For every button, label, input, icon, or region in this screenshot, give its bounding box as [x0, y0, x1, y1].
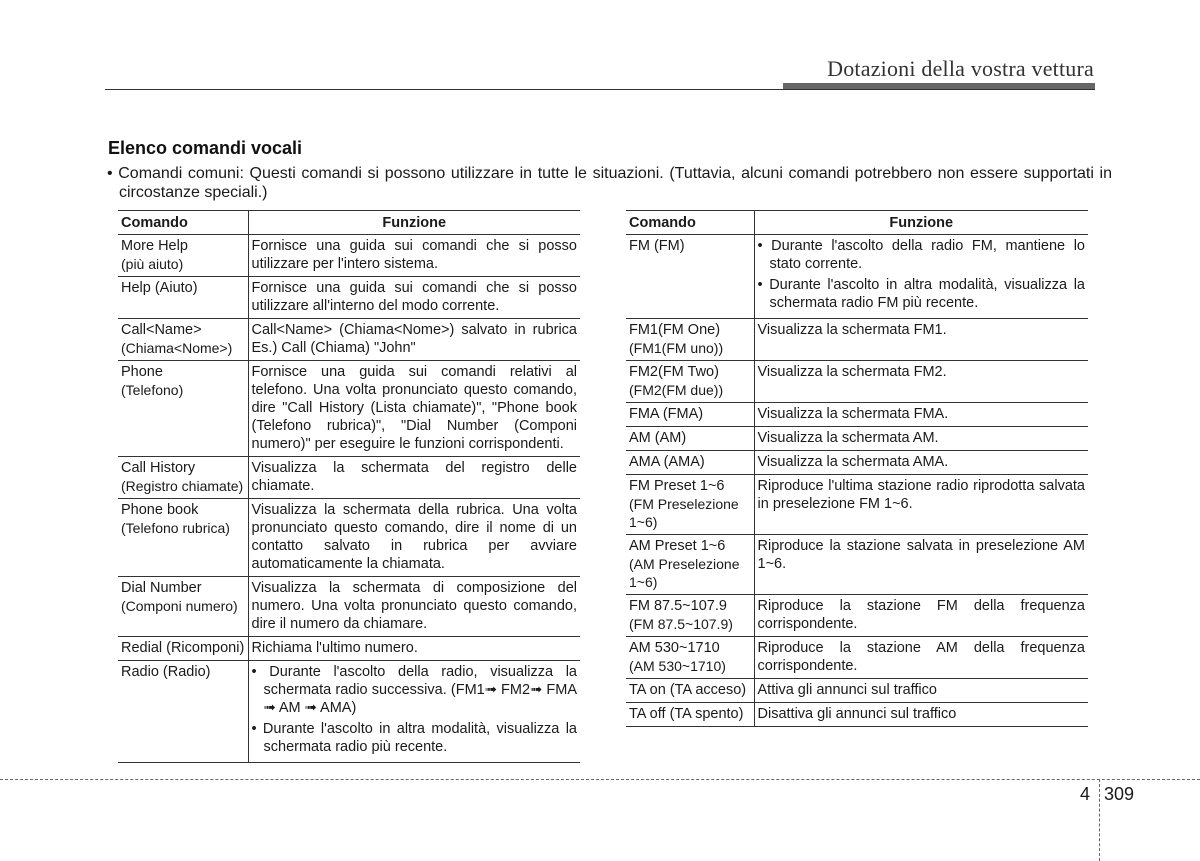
command-text: (FM 87.5~107.9) [629, 616, 733, 632]
command-cell [626, 403, 754, 427]
command-cell [626, 535, 754, 595]
table-row [626, 235, 1088, 319]
intro-paragraph: • Comandi comuni: Questi comandi si possono utilizzare in tutte le situazioni. (Tuttavia, alcuni comandi potrebbero non essere supportati in circostanze speciali.) [107, 165, 1112, 201]
function-cell [248, 235, 580, 277]
table-row [118, 637, 580, 661]
table-row [118, 661, 580, 763]
table-row [626, 403, 1088, 427]
command-text: 1~6) [629, 574, 658, 590]
page-number: 309 [1104, 784, 1135, 804]
command-text: (Componi numero) [121, 598, 238, 614]
command-text: AM (AM) [629, 430, 687, 446]
function-text: Call<Name> (Chiama<Nome>) salvato in rubrica Es.) Call (Chiama) "John" [251, 322, 577, 356]
command-cell [626, 595, 754, 637]
command-text: (Telefono rubrica) [121, 520, 230, 536]
table-row [626, 703, 1088, 727]
command-text: Phone book [121, 502, 199, 518]
command-text: TA off (TA spento) [629, 706, 744, 722]
function-text: Visualizza la schermata del registro delle chiamate. [251, 460, 577, 494]
command-cell [626, 427, 754, 451]
column-header-function: Funzione [754, 211, 1088, 235]
command-text: Redial (Ricomponi) [121, 640, 245, 656]
function-text: Visualizza la schermata AM. [757, 430, 939, 446]
command-cell [626, 451, 754, 475]
command-text: Call<Name> [121, 322, 202, 338]
function-cell [248, 637, 580, 661]
function-bullet: • Durante l'ascolto della radio, visualizza la schermata radio successiva. (FM1➟ FM2➟ FMA ➟ AM ➟ AMA) [251, 664, 577, 716]
function-text: Visualizza la schermata AMA. [757, 454, 949, 470]
function-cell [248, 319, 580, 361]
function-text: Riproduce la stazione AM della frequenza corrispondente. [757, 640, 1085, 674]
chapter-number: 4 [1080, 784, 1091, 804]
table-row [118, 577, 580, 637]
command-text: FM Preset 1~6 [629, 478, 725, 494]
function-text: Richiama l'ultimo numero. [251, 640, 418, 656]
right-command-table [626, 210, 1088, 727]
function-cell [248, 661, 580, 763]
table-row [118, 277, 580, 319]
table-row [626, 595, 1088, 637]
function-cell [248, 277, 580, 319]
function-text: Visualizza la schermata di composizione del numero. Una volta pronunciato questo comando, dire il numero da chiamare. [251, 580, 577, 632]
command-cell [626, 703, 754, 727]
command-cell [626, 475, 754, 535]
page-header-title: Dotazioni della vostra vettura [827, 56, 1094, 81]
command-text: FM2(FM Two) [629, 364, 719, 380]
command-text: FM 87.5~107.9 [629, 598, 727, 614]
function-bullet: • Durante l'ascolto della radio FM, mantiene lo stato corrente. [757, 238, 1085, 272]
function-bullet: • Durante l'ascolto in altra modalità, visualizza la schermata radio FM più recente. [757, 277, 1085, 311]
command-text: TA on (TA acceso) [629, 682, 747, 698]
function-cell [754, 535, 1088, 595]
command-text: More Help [121, 238, 188, 254]
function-cell [754, 403, 1088, 427]
function-cell [248, 577, 580, 637]
command-text: (FM1(FM uno)) [629, 340, 724, 356]
command-cell [626, 235, 754, 319]
function-text: Disattiva gli annunci sul traffico [757, 706, 957, 722]
function-cell [754, 703, 1088, 727]
command-cell [626, 361, 754, 403]
command-text: Dial Number [121, 580, 202, 596]
table-row [118, 235, 580, 277]
function-cell [754, 235, 1088, 319]
command-text: FMA (FMA) [629, 406, 704, 422]
command-cell [118, 637, 248, 661]
command-cell [626, 319, 754, 361]
left-command-table [118, 210, 580, 763]
footer-dashed-rule [0, 779, 1200, 780]
function-cell [754, 427, 1088, 451]
function-cell [754, 679, 1088, 703]
table-row [626, 679, 1088, 703]
function-text: Riproduce la stazione salvata in preselezione AM 1~6. [757, 538, 1085, 572]
table-row [626, 475, 1088, 535]
function-cell [248, 499, 580, 577]
command-text: (AM Preselezione [629, 556, 740, 572]
function-text: Fornisce una guida sui comandi che si posso utilizzare per l'intero sistema. [251, 238, 577, 272]
function-cell [754, 361, 1088, 403]
command-text: (AM 530~1710) [629, 658, 726, 674]
column-header-command: Comando [118, 211, 248, 235]
table-row [118, 457, 580, 499]
command-text: FM1(FM One) [629, 322, 721, 338]
function-text: Visualizza la schermata FMA. [757, 406, 949, 422]
table-row [118, 499, 580, 577]
column-header-command: Comando [626, 211, 754, 235]
command-cell [118, 499, 248, 577]
command-text: (Registro chiamate) [121, 478, 244, 494]
table-row [626, 319, 1088, 361]
column-header-function: Funzione [248, 211, 580, 235]
command-text: AMA (AMA) [629, 454, 705, 470]
function-cell [248, 457, 580, 499]
command-text: (FM2(FM due)) [629, 382, 724, 398]
command-cell [118, 577, 248, 637]
command-cell [626, 679, 754, 703]
function-text: Visualizza la schermata della rubrica. Una volta pronunciato questo comando, dire il nome di un contatto salvato in rubrica per avviare automaticamente la chiamata. [251, 502, 577, 572]
function-cell [248, 361, 580, 457]
command-cell [118, 319, 248, 361]
function-text: Visualizza la schermata FM2. [757, 364, 947, 380]
command-text: Radio (Radio) [121, 664, 211, 680]
command-cell [118, 277, 248, 319]
command-cell [118, 361, 248, 457]
function-text: Attiva gli annunci sul traffico [757, 682, 937, 698]
function-cell [754, 637, 1088, 679]
table-row [118, 319, 580, 361]
command-cell [118, 457, 248, 499]
function-cell [754, 319, 1088, 361]
command-text: (FM Preselezione [629, 496, 739, 512]
function-text: Fornisce una guida sui comandi relativi al telefono. Una volta pronunciato questo comando, dire "Call History (Lista chiamate)", "Phone book (Telefono rubrica)", "Dial Number (Componi numero)" per eseguire le funzioni corrispondenti. [251, 364, 577, 452]
command-text: FM (FM) [629, 238, 685, 254]
function-cell [754, 595, 1088, 637]
table-row [118, 361, 580, 457]
command-cell [118, 235, 248, 277]
command-text: Phone [121, 364, 163, 380]
header-rule [105, 89, 1095, 90]
command-text: (più aiuto) [121, 256, 184, 272]
function-cell [754, 451, 1088, 475]
section-title: Elenco comandi vocali [108, 138, 303, 158]
command-cell [118, 661, 248, 763]
table-row [626, 361, 1088, 403]
command-text: Call History [121, 460, 196, 476]
function-text: Riproduce la stazione FM della frequenza corrispondente. [757, 598, 1085, 632]
function-text: Riproduce l'ultima stazione radio riprodotta salvata in preselezione FM 1~6. [757, 478, 1085, 512]
command-text: (Telefono) [121, 382, 184, 398]
command-text: 1~6) [629, 514, 658, 530]
command-text: AM Preset 1~6 [629, 538, 726, 554]
command-cell [626, 637, 754, 679]
table-row [626, 637, 1088, 679]
function-bullet: • Durante l'ascolto in altra modalità, visualizza la schermata radio più recente. [251, 721, 577, 755]
table-row [626, 535, 1088, 595]
command-text: AM 530~1710 [629, 640, 720, 656]
command-text: (Chiama<Nome>) [121, 340, 233, 356]
function-text: Visualizza la schermata FM1. [757, 322, 947, 338]
table-row [626, 451, 1088, 475]
command-text: Help (Aiuto) [121, 280, 198, 296]
function-text: Fornisce una guida sui comandi che si posso utilizzare all'interno del modo corrente. [251, 280, 577, 314]
table-row [626, 427, 1088, 451]
function-cell [754, 475, 1088, 535]
footer-dashed-divider [1099, 779, 1100, 861]
